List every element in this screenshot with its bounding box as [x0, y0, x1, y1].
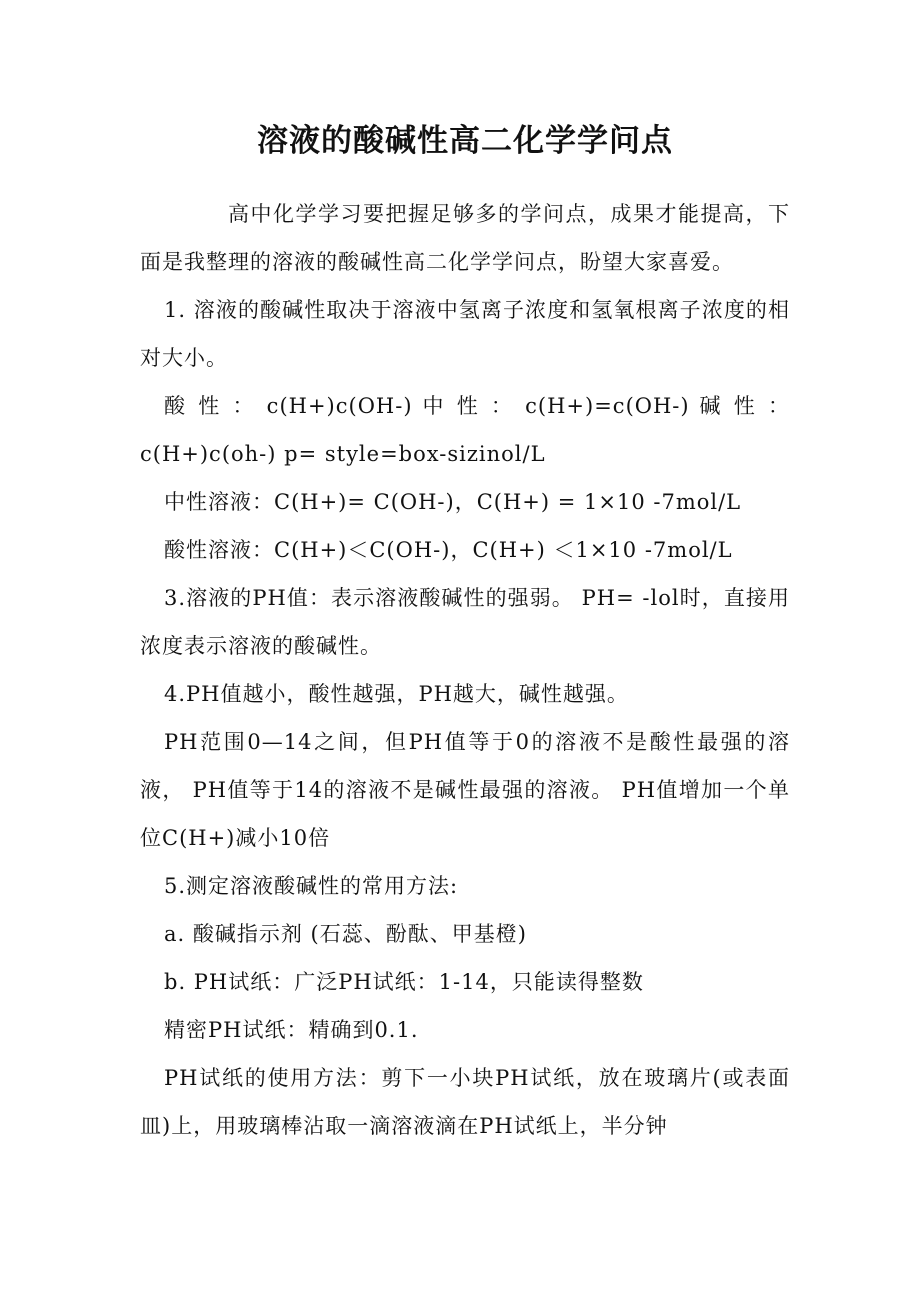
paragraph-intro: 高中化学学习要把握足够多的学问点，成果才能提高，下面是我整理的溶液的酸碱性高二化学学问点，盼望大家喜爱。 [140, 202, 790, 274]
paragraph-5: 5.测定溶液酸碱性的常用方法: [164, 874, 459, 898]
paragraph-4: 4.PH值越小，酸性越强，PH越大，碱性越强。 [164, 682, 629, 706]
paragraph-acid-neutral-base: 酸 性 ： c(H+)c(OH-) 中 性 ： c(H+)=c(OH-) 碱 性 ： c(H+)c(oh-) p= style=box-sizinol/L [140, 394, 790, 466]
paragraph-1: 1. 溶液的酸碱性取决于溶液中氢离子浓度和氢氧根离子浓度的相对大小。 [140, 298, 790, 370]
paragraph-3: 3.溶液的PH值：表示溶液酸碱性的强弱。 PH= -lol时，直接用浓度表示溶液的酸碱性。 [140, 586, 790, 658]
paragraph-ph-range: PH范围0—14之间，但PH值等于0的溶液不是酸性最强的溶液， PH值等于14的溶液不是碱性最强的溶液。 PH值增加一个单位C(H+)减小10倍 [140, 730, 790, 850]
paragraph-ph-usage: PH试纸的使用方法：剪下一小块PH试纸，放在玻璃片(或表面皿)上，用玻璃棒沾取一滴溶液滴在PH试纸上，半分钟 [140, 1066, 790, 1138]
document-title: 溶液的酸碱性高二化学学问点 [257, 123, 673, 159]
paragraph-neutral-solution: 中性溶液：C(H+)= C(OH-)，C(H+) = 1×10 -7mol/L [164, 490, 742, 514]
paragraph-precise-ph: 精密PH试纸：精确到0.1. [164, 1018, 419, 1042]
paragraph-method-a: a. 酸碱指示剂 (石蕊、酚酞、甲基橙) [164, 922, 527, 946]
paragraph-method-b: b. PH试纸：广泛PH试纸：1-14，只能读得整数 [164, 970, 644, 994]
paragraph-acidic-solution: 酸性溶液：C(H+)＜C(OH-)，C(H+) ＜1×10 -7mol/L [164, 538, 733, 562]
